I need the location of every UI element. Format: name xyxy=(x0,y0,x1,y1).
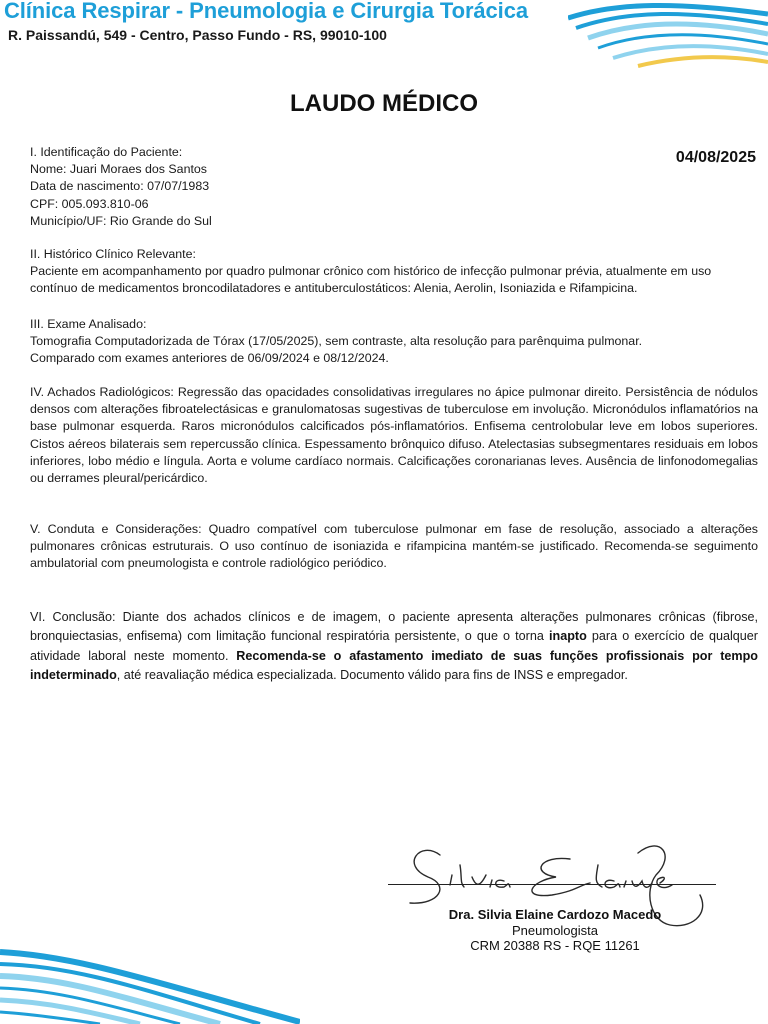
document-date: 04/08/2025 xyxy=(675,149,756,166)
clinic-address: R. Paissandú, 549 - Centro, Passo Fundo - RS, 99010-100 xyxy=(8,27,387,43)
conclusion-part-1: VI. Conclusão: Diante dos achados clínicos e de imagem, o paciente apresenta alterações pulmonares crônicas (fibrose, bronquiectasias, enfisema) com limitação funcional respiratória persistente, o que o torna xyxy=(30,610,758,644)
document-title: LAUDO MÉDICO xyxy=(290,90,478,117)
signature-line xyxy=(388,884,716,885)
patient-city: Município/UF: Rio Grande do Sul xyxy=(30,213,212,228)
doctor-specialty: Pneumologista xyxy=(512,922,598,938)
conclusion-bold-inapto: inapto xyxy=(549,629,587,644)
clinic-name: Clínica Respirar - Pneumologia e Cirurgia Torácica xyxy=(4,0,528,23)
patient-birth-date: Data de nascimento: 07/07/1983 xyxy=(30,179,210,194)
conclusion-bold-recommendation: Recomenda-se o afastamento imediato de suas funções profissionais por tempo indeterminado xyxy=(30,648,758,683)
conclusion-text xyxy=(30,608,758,686)
doctor-signature-block xyxy=(390,907,720,954)
decorative-waves-bottom xyxy=(0,944,300,1024)
history-text: Paciente em acompanhamento por quadro pulmonar crônico com histórico de infecção pulmonar prévia, atualmente em uso contínuo de medicamentos broncodilatadores e antituberculostáticos: Alenia, Aerolin, Isoniazida e Rifampicina. xyxy=(30,264,712,296)
history-section-title: II. Histórico Clínico Relevante: xyxy=(30,247,196,261)
doctor-name: Dra. Silvia Elaine Cardozo Macedo xyxy=(448,907,662,922)
exam-line-1: Tomografia Computadorizada de Tórax (17/05/2025), sem contraste, alta resolução para parênquima pulmonar. xyxy=(30,334,643,349)
exam-section-title: III. Exame Analisado: xyxy=(30,317,147,331)
conduct-text: V. Conduta e Considerações: Quadro compatível com tuberculose pulmonar em fase de resolução, associado a alterações pulmonares crônicas estruturais. O uso contínuo de isoniazida e rifampicina mantém-se justificado. Recomenda-se seguimento ambulatorial com pneumologista e controle radiológico periódico. xyxy=(30,522,758,571)
findings-text: IV. Achados Radiológicos: Regressão das opacidades consolidativas irregulares no ápice pulmonar direito. Persistência de nódulos densos com alterações fibroatelectásicas e granulomatosas sugestivas de tuberculose em involução. Micronódulos inflamatórios na base pulmonar esquerda. Raros micronódulos calcificados pós-inflamatórios. Enfisema centrolobular leve em lobos superiores. Cistos aéreos bilaterais sem repercussão clínica. Espessamento brônquico difuso. Atelectasias subsegmentares residuais em lobos inferiores, lobo médio e língula. Aorta e volume cardíaco normais. Calcificações coronarianas leves. Ausência de linfonodomegalias ou derrames pleural/pericárdico. xyxy=(30,385,758,486)
conduct-section xyxy=(30,521,758,573)
conclusion-part-3: , até reavaliação médica especializada. Documento válido para fins de INSS e empregador. xyxy=(116,668,628,683)
patient-identification-section xyxy=(30,144,758,230)
patient-cpf: CPF: 005.093.810-06 xyxy=(30,196,149,211)
exam-line-2: Comparado com exames anteriores de 06/09/2024 e 08/12/2024. xyxy=(30,351,389,366)
conclusion-part-2: para o exercício de qualquer atividade laboral neste momento. xyxy=(30,629,758,663)
exam-section xyxy=(30,316,758,368)
conclusion-section xyxy=(30,608,758,686)
doctor-registration: CRM 20388 RS - RQE 11261 xyxy=(470,938,640,953)
clinical-history-section xyxy=(30,246,758,298)
patient-section-title: I. Identificação do Paciente: xyxy=(30,145,183,159)
patient-name: Nome: Juari Moraes dos Santos xyxy=(30,162,207,177)
decorative-waves-top xyxy=(568,0,768,70)
findings-section xyxy=(30,384,758,487)
